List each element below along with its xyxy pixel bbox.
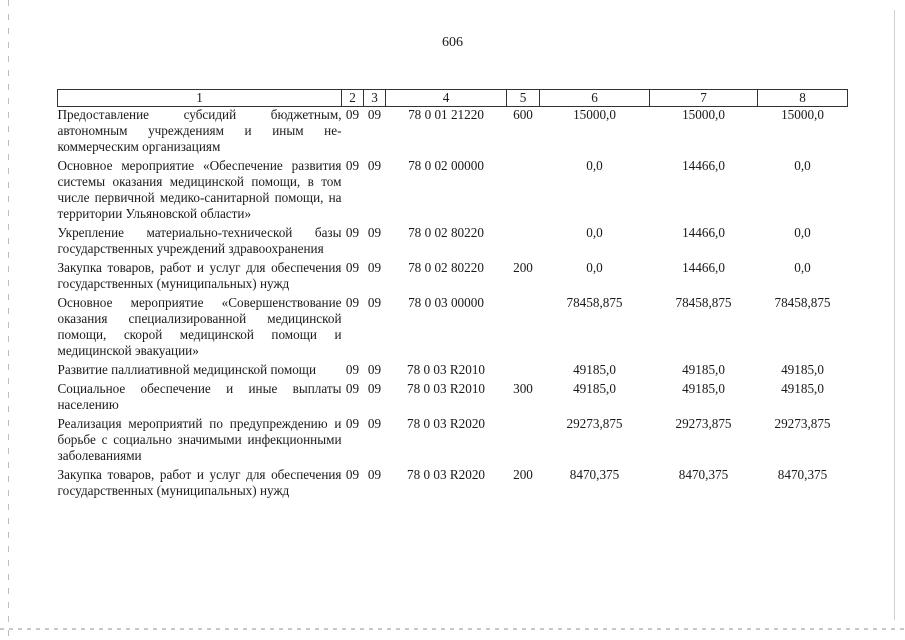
row-name: Социальное обеспечение и иные выплаты населению [57, 381, 342, 412]
row-target-code: 78 0 03 R2010 [406, 362, 486, 377]
row-amount-2: 14466,0 [682, 158, 725, 173]
row-amount-1: 0,0 [586, 225, 603, 240]
row-amount-1: 0,0 [586, 260, 603, 275]
row-name: Предоставление субсидий бюджетным, автономным учреждениям и иным некоммерческим организациям [57, 107, 342, 154]
row-expense-type [507, 158, 540, 225]
row-expense-type [507, 295, 540, 362]
table-row [58, 381, 848, 416]
header-cell-7: 7 [650, 90, 758, 107]
table-row [58, 107, 848, 159]
row-section: 09 [345, 158, 360, 173]
row-target-code: 78 0 02 80220 [408, 260, 484, 275]
row-amount-1: 15000,0 [573, 107, 616, 122]
row-subsection: 09 [367, 107, 382, 122]
row-expense-type: 200 [513, 260, 533, 275]
row-target-code: 78 0 03 00000 [408, 295, 484, 310]
row-expense-type [507, 416, 540, 467]
header-cell-2: 2 [342, 90, 364, 107]
header-cell-5: 5 [507, 90, 540, 107]
row-amount-2: 78458,875 [675, 295, 732, 310]
row-amount-3: 49185,0 [781, 362, 824, 377]
budget-table [57, 89, 848, 502]
table-row [58, 225, 848, 260]
header-row [58, 90, 848, 107]
scan-edge-left [8, 0, 9, 640]
row-amount-3: 8470,375 [777, 467, 828, 482]
page-number: 606 [442, 35, 463, 50]
header-cell-4: 4 [386, 90, 507, 107]
row-expense-type [507, 362, 540, 381]
row-amount-1: 29273,875 [566, 416, 623, 431]
row-section: 09 [345, 225, 360, 240]
table-row [58, 467, 848, 502]
scan-edge-right [894, 10, 895, 620]
row-name: Основное мероприятие «Обеспечение развития системы оказания медицинской помощи, в том числе первичной медико-санитарной помощи, на территории Ульяновской области» [57, 158, 342, 221]
row-amount-2: 14466,0 [682, 225, 725, 240]
row-amount-3: 49185,0 [781, 381, 824, 396]
row-subsection: 09 [367, 381, 382, 396]
scan-edge-bottom [0, 628, 905, 630]
row-amount-3: 15000,0 [781, 107, 824, 122]
row-subsection: 09 [367, 467, 382, 482]
header-cell-6: 6 [540, 90, 650, 107]
row-expense-type: 300 [513, 381, 533, 396]
row-subsection: 09 [367, 295, 382, 310]
row-section: 09 [345, 295, 360, 310]
table-row [58, 295, 848, 362]
table-row [58, 260, 848, 295]
row-expense-type: 600 [513, 107, 533, 122]
row-amount-2: 49185,0 [682, 381, 725, 396]
row-name: Реализация мероприятий по предупреждению и борьбе с социально значимыми инфекционными заболеваниями [57, 416, 342, 463]
row-expense-type: 200 [513, 467, 533, 482]
row-amount-3: 29273,875 [774, 416, 831, 431]
header-cell-3: 3 [364, 90, 386, 107]
row-amount-2: 8470,375 [678, 467, 729, 482]
table-row [58, 362, 848, 381]
row-name: Закупка товаров, работ и услуг для обеспечения государственных (муниципальных) нужд [57, 260, 342, 291]
row-amount-1: 49185,0 [573, 362, 616, 377]
row-amount-3: 0,0 [794, 158, 811, 173]
row-section: 09 [345, 260, 360, 275]
row-target-code: 78 0 01 21220 [408, 107, 484, 122]
row-section: 09 [345, 107, 360, 122]
row-expense-type [507, 225, 540, 260]
row-amount-3: 0,0 [794, 260, 811, 275]
row-name: Укрепление материально-технической базы государственных учреждений здравоохранения [57, 225, 342, 256]
row-amount-1: 49185,0 [573, 381, 616, 396]
row-name: Развитие паллиативной медицинской помощи [57, 362, 317, 377]
table-row [58, 416, 848, 467]
row-amount-2: 29273,875 [675, 416, 732, 431]
row-target-code: 78 0 02 80220 [408, 225, 484, 240]
row-section: 09 [345, 381, 360, 396]
row-target-code: 78 0 02 00000 [408, 158, 484, 173]
row-target-code: 78 0 03 R2020 [406, 467, 486, 482]
row-target-code: 78 0 03 R2020 [406, 416, 486, 431]
row-name: Закупка товаров, работ и услуг для обеспечения государственных (муниципальных) нужд [57, 467, 342, 498]
row-section: 09 [345, 362, 360, 377]
row-subsection: 09 [367, 260, 382, 275]
row-subsection: 09 [367, 416, 382, 431]
row-amount-1: 8470,375 [569, 467, 620, 482]
row-amount-2: 49185,0 [682, 362, 725, 377]
row-subsection: 09 [367, 158, 382, 173]
row-section: 09 [345, 467, 360, 482]
row-amount-1: 78458,875 [566, 295, 623, 310]
header-cell-1: 1 [58, 90, 342, 107]
table-row [58, 158, 848, 225]
row-amount-2: 14466,0 [682, 260, 725, 275]
row-section: 09 [345, 416, 360, 431]
header-cell-8: 8 [758, 90, 848, 107]
row-amount-2: 15000,0 [682, 107, 725, 122]
row-subsection: 09 [367, 225, 382, 240]
row-amount-3: 0,0 [794, 225, 811, 240]
row-subsection: 09 [367, 362, 382, 377]
row-target-code: 78 0 03 R2010 [406, 381, 486, 396]
row-amount-3: 78458,875 [774, 295, 831, 310]
row-amount-1: 0,0 [586, 158, 603, 173]
row-name: Основное мероприятие «Совершенствование оказания специализированной медицинской помощи, скорой медицинской помощи и медицинской эвакуации» [57, 295, 342, 358]
